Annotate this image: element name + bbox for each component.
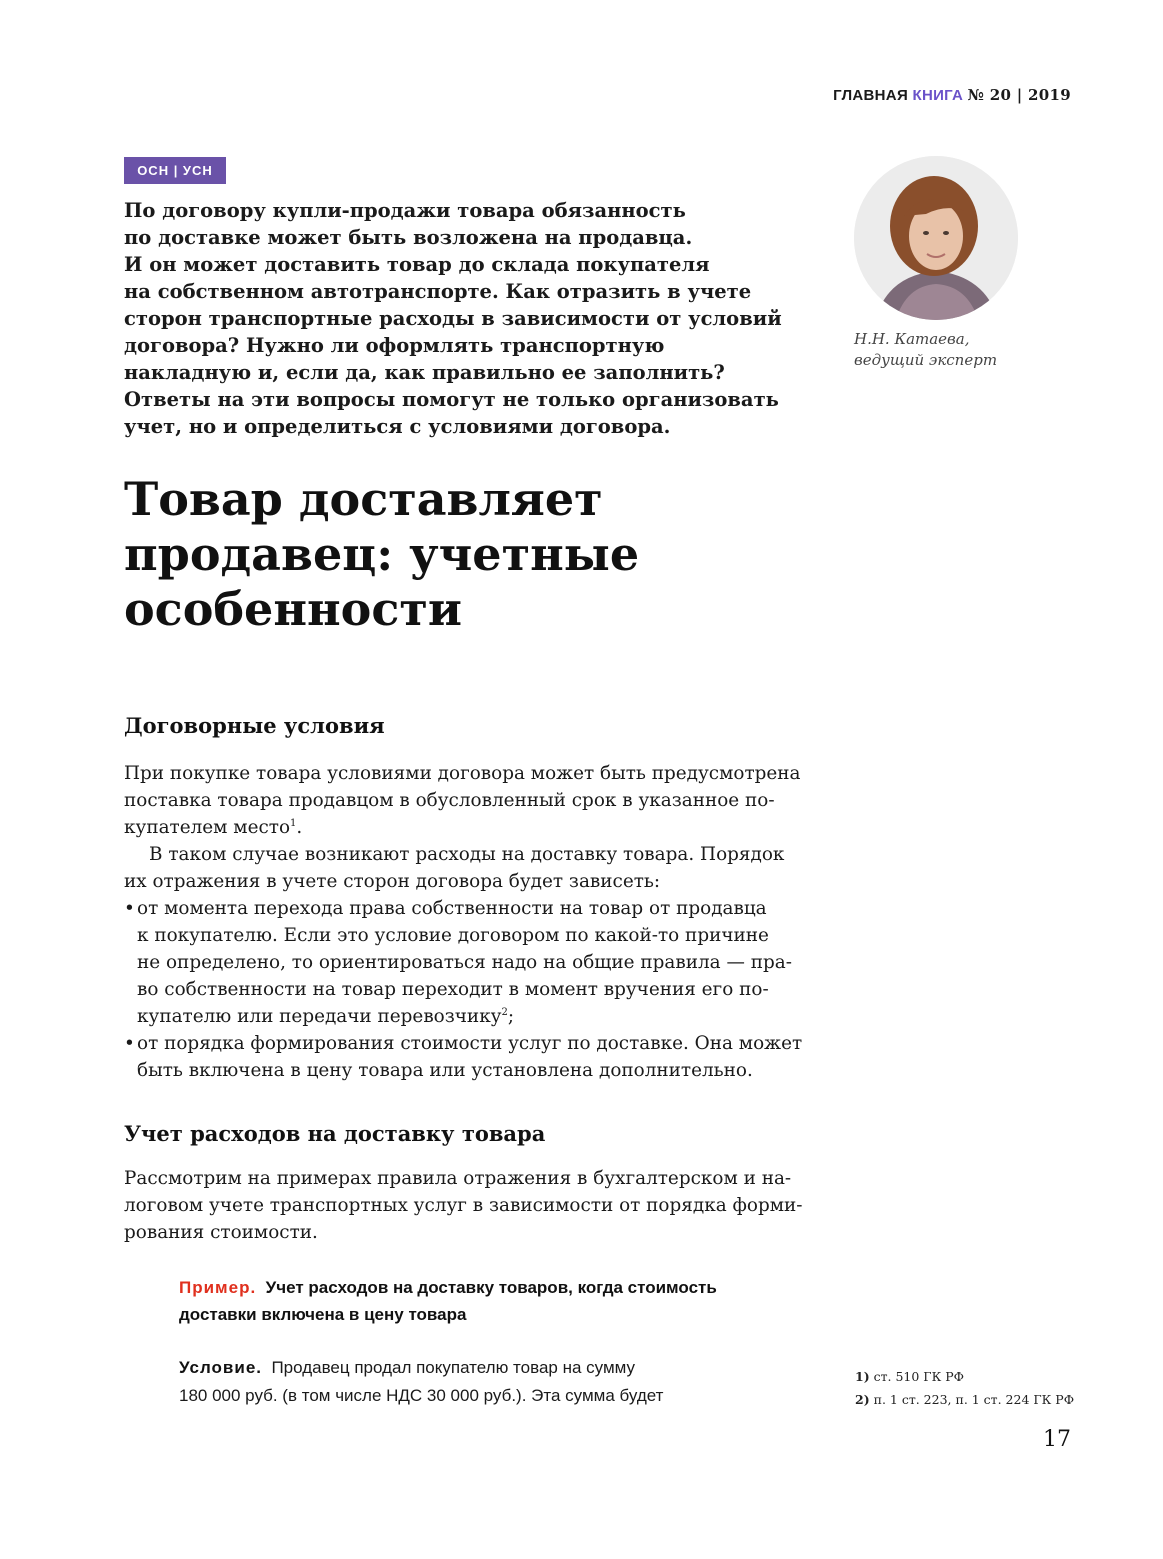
list-item <box>124 895 804 922</box>
footnote-ref: 2 <box>501 1006 508 1018</box>
body-line-text: купателем место <box>124 817 291 838</box>
lead-line: сторон транспортные расходы в зависимости от условий <box>124 307 782 330</box>
example-heading <box>179 1274 819 1328</box>
body-line-end: ; <box>507 1006 515 1027</box>
title-line: особенности <box>124 582 462 636</box>
example-title: Учет расходов на доставку товаров, когда стоимость <box>265 1278 717 1297</box>
page-number: 17 <box>1043 1427 1071 1452</box>
footnote-number: 1) <box>855 1369 870 1384</box>
footnote <box>855 1388 1074 1411</box>
tax-regime-tag: ОСН | УСН <box>124 157 226 184</box>
footnote-text: п. 1 ст. 223, п. 1 ст. 224 ГК РФ <box>873 1392 1075 1407</box>
footnote-number: 2) <box>855 1392 870 1407</box>
condition-text: Продавец продал покупателю товар на сумму <box>271 1358 636 1377</box>
author-role: ведущий эксперт <box>854 351 998 369</box>
title-line: продавец: учетные <box>124 527 640 581</box>
lead-line: на собственном автотранспорте. Как отразить в учете <box>124 280 752 303</box>
body-line <box>124 1003 804 1030</box>
footnotes <box>855 1365 1074 1411</box>
list-item-text: от момента перехода права собственности на товар от продавца <box>137 898 767 919</box>
footnote-text: ст. 510 ГК РФ <box>873 1369 965 1384</box>
body-line: во собственности на товар переходит в момент вручения его по- <box>137 979 769 1000</box>
footnote <box>855 1365 1074 1388</box>
body-line: рования стоимости. <box>124 1222 318 1243</box>
author-name: Н.Н. Катаева, <box>854 330 970 348</box>
condition-line <box>179 1354 819 1382</box>
title-line: Товар доставляет <box>124 472 603 526</box>
body-line <box>124 814 804 841</box>
bullet-icon: • <box>124 898 135 919</box>
body-line: логовом учете транспортных услуг в зависимости от порядка форми- <box>124 1195 803 1216</box>
list-item <box>124 1030 804 1057</box>
body-line: не определено, то ориентироваться надо на общие правила — пра- <box>137 952 792 973</box>
body-line: к покупателю. Если это условие договором по какой-то причине <box>137 925 769 946</box>
author-portrait-icon <box>854 156 1018 320</box>
example-title-line: доставки включена в цену товара <box>179 1305 467 1324</box>
lead-line: по доставке может быть возложена на продавца. <box>124 226 693 249</box>
condition-line: 180 000 руб. (в том числе НДС 30 000 руб.). Эта сумма будет <box>179 1386 664 1405</box>
body-line-end: . <box>296 817 303 838</box>
footnote-ref: 1 <box>290 817 297 829</box>
body-line: поставка товара продавцом в обусловленный срок в указанное по- <box>124 790 775 811</box>
body-line-text: купателю или передачи перевозчику <box>137 1006 502 1027</box>
lead-line: Ответы на эти вопросы помогут не только организовать <box>124 388 779 411</box>
lead-line: учет, но и определиться с условиями договора. <box>124 415 671 438</box>
author-photo <box>854 156 1018 320</box>
bullet-icon: • <box>124 1033 135 1054</box>
section-heading-contract-terms: Договорные условия <box>124 713 385 738</box>
author-caption <box>854 329 997 371</box>
magazine-header <box>833 86 1071 104</box>
lead-line: И он может доставить товар до склада покупателя <box>124 253 710 276</box>
section2-body <box>124 1165 804 1246</box>
example-title-line <box>179 1274 819 1301</box>
lead-line: По договору купли-продажи товара обязанность <box>124 199 686 222</box>
list-item-text: от порядка формирования стоимости услуг по доставке. Она может <box>137 1033 803 1054</box>
issue-number: № 20 | 2019 <box>967 86 1071 104</box>
section1-body <box>124 760 804 1084</box>
body-line: быть включена в цену товара или установлена дополнительно. <box>137 1060 753 1081</box>
body-line: При покупке товара условиями договора может быть предусмотрена <box>124 763 801 784</box>
lead-paragraph <box>124 197 814 440</box>
brand-accent: КНИГА <box>912 87 964 104</box>
lead-line: договора? Нужно ли оформлять транспортную <box>124 334 665 357</box>
example-label: Пример. <box>179 1278 257 1297</box>
article-title <box>124 472 639 637</box>
body-line: Рассмотрим на примерах правила отражения в бухгалтерском и на- <box>124 1168 792 1189</box>
body-line: их отражения в учете сторон договора будет зависеть: <box>124 871 661 892</box>
lead-line: накладную и, если да, как правильно ее заполнить? <box>124 361 725 384</box>
section-heading-delivery-costs: Учет расходов на доставку товара <box>124 1121 546 1146</box>
condition-label: Условие. <box>179 1358 262 1377</box>
body-line: В таком случае возникают расходы на доставку товара. Порядок <box>149 844 785 865</box>
example-condition <box>179 1354 819 1410</box>
brand-main: ГЛАВНАЯ <box>833 87 909 104</box>
